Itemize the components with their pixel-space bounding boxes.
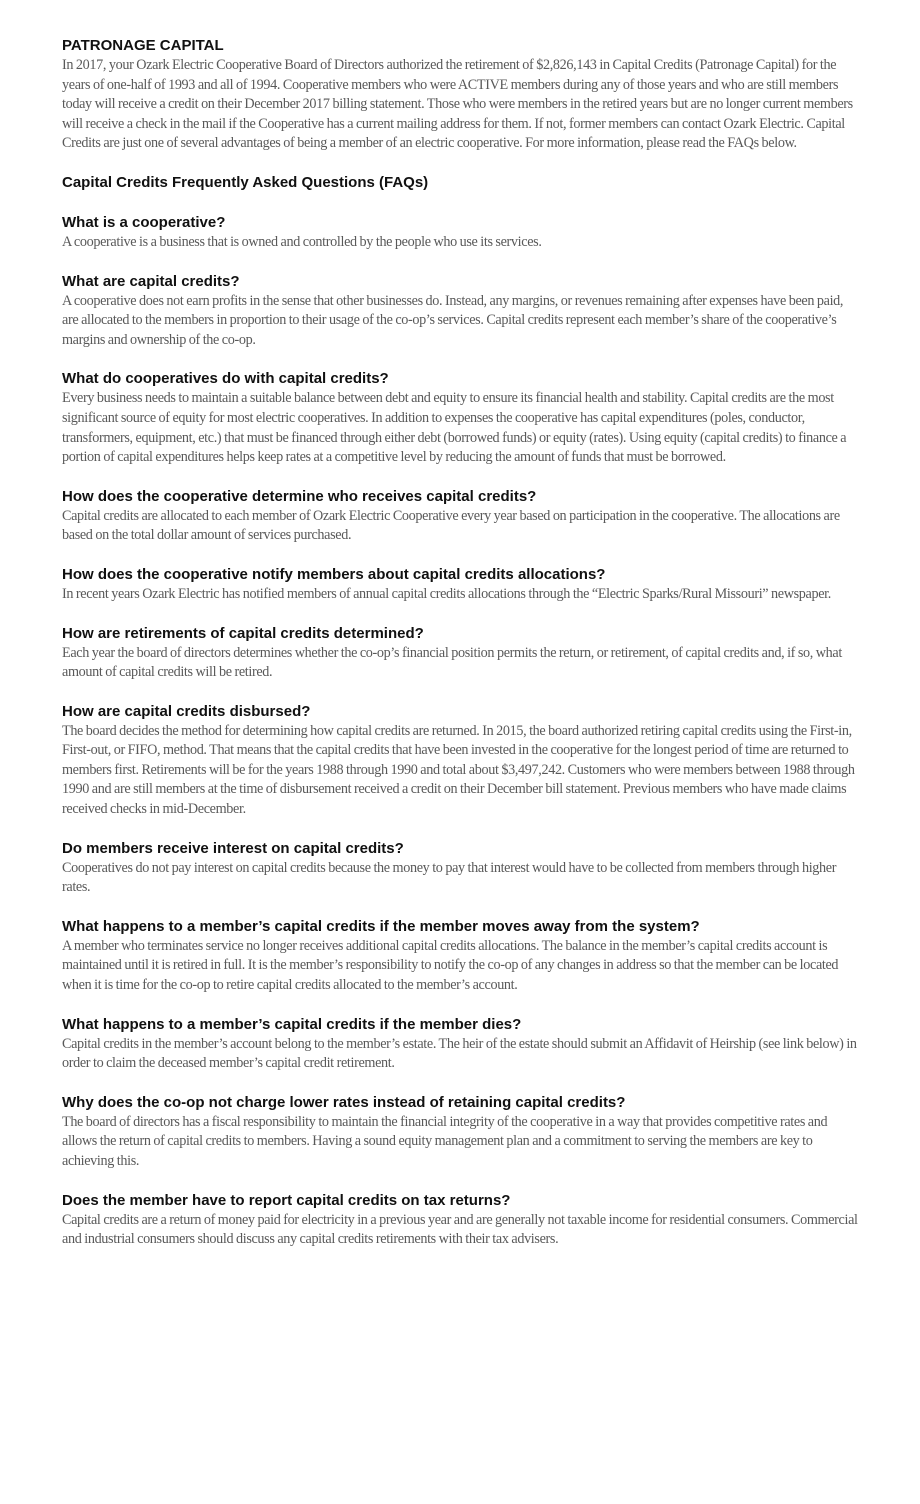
document-page bbox=[62, 36, 860, 1269]
intro-section bbox=[62, 36, 860, 154]
faq-title: Capital Credits Frequently Asked Questions (FAQs) bbox=[62, 173, 429, 191]
faq-question: Why does the co-op not charge lower rates instead of retaining capital credits? bbox=[62, 1093, 626, 1111]
faq-answer: Capital credits are allocated to each member of Ozark Electric Cooperative every year based on participation in the cooperative. The allocations are based on the total dollar amount of services purchased. bbox=[62, 507, 840, 544]
faq-question: How are capital credits disbursed? bbox=[62, 702, 311, 720]
faq-answer: A member who terminates service no longer receives additional capital credits allocations. The balance in the member’s capital credits account is maintained until it is retired in full. It is the member’s responsibility to notify the co-op of any changes in address so that the member can be located when it is time for the co-op to retire capital credits allocated to the member’s account. bbox=[62, 937, 839, 994]
intro-heading: PATRONAGE CAPITAL bbox=[62, 37, 224, 54]
faq-item bbox=[62, 917, 860, 996]
faq-item bbox=[62, 487, 860, 546]
faq-question: What is a cooperative? bbox=[62, 213, 226, 231]
faq-question: What do cooperatives do with capital credits? bbox=[62, 370, 389, 388]
faq-item bbox=[62, 565, 860, 605]
faq-answer: Each year the board of directors determines whether the co-op’s financial position permits the return, or retirement, of capital credits and, if so, what amount of capital credits will be retired. bbox=[62, 644, 842, 681]
faq-answer: The board of directors has a fiscal responsibility to maintain the financial integrity of the cooperative in a way that provides competitive rates and allows the return of capital credits to members. Having a sound equity management plan and a commitment to serving the members are key to achieving this. bbox=[62, 1113, 828, 1169]
faq-answer: Cooperatives do not pay interest on capital credits because the money to pay that interest would have to be collected from members through higher rates. bbox=[62, 859, 837, 896]
faq-item bbox=[62, 1191, 860, 1250]
faq-question: Do members receive interest on capital credits? bbox=[62, 839, 404, 857]
faq-question: How does the cooperative determine who receives capital credits? bbox=[62, 487, 537, 505]
intro-body: In 2017, your Ozark Electric Cooperative Board of Directors authorized the retirement of $2,826,143 in Capital Credits (Patronage Capital) for the years of one-half of 1993 and all of 1994. Cooperative members who were ACTIVE members during any of those years and who are still members today will receive a credit on their December 2017 billing statement. Those who were members in the retired years but are no longer current members will receive a check in the mail if the Cooperative has a current mailing address for them. If not, former members can contact Ozark Electric. Capital Credits are just one of several advantages of being a member of an electric cooperative. For more information, please read the FAQs below. bbox=[62, 57, 853, 152]
faq-answer: Capital credits are a return of money paid for electricity in a previous year and are generally not taxable income for residential consumers. Commercial and industrial consumers should discuss any capital credits retirements with their tax advisers. bbox=[62, 1211, 858, 1248]
faq-answer: Capital credits in the member’s account belong to the member’s estate. The heir of the estate should submit an Affidavit of Heirship (see link below) in order to claim the deceased member’s capital credit retirement. bbox=[62, 1035, 857, 1072]
faq-answer: A cooperative does not earn profits in the sense that other businesses do. Instead, any margins, or revenues remaining after expenses have been paid, are allocated to the members in proportion to their usage of the co-op’s services. Capital credits represent each member’s share of the cooperative’s margins and ownership of the co-op. bbox=[62, 292, 844, 348]
faq-item bbox=[62, 1015, 860, 1074]
faq-answer: A cooperative is a business that is owned and controlled by the people who use its services. bbox=[62, 233, 542, 250]
faq-answer: In recent years Ozark Electric has notified members of annual capital credits allocations through the “Electric Sparks/Rural Missouri” newspaper. bbox=[62, 585, 831, 602]
faq-item bbox=[62, 624, 860, 683]
faq-question: What happens to a member’s capital credits if the member moves away from the system? bbox=[62, 917, 700, 935]
faq-question: What are capital credits? bbox=[62, 272, 240, 290]
faq-answer: The board decides the method for determining how capital credits are returned. In 2015, the board authorized retiring capital credits using the First-in, First-out, or FIFO, method. That means that the capital credits that have been invested in the cooperative for the longest period of time are returned to members first. Retirements will be for the years 1988 through 1990 and total about $3,497,242. Customers who were members between 1988 through 1990 and are still members at the time of disbursement received a credit on their December bill statement. Previous members who have made claims received checks in mid-December. bbox=[62, 722, 855, 818]
faq-question: How are retirements of capital credits determined? bbox=[62, 624, 424, 642]
faq-item bbox=[62, 213, 860, 253]
faq-item bbox=[62, 272, 860, 351]
faq-item bbox=[62, 369, 860, 467]
faq-question: Does the member have to report capital credits on tax returns? bbox=[62, 1191, 511, 1209]
faq-item bbox=[62, 702, 860, 820]
faq-question: How does the cooperative notify members about capital credits allocations? bbox=[62, 565, 606, 583]
faq-title-block bbox=[62, 173, 860, 193]
faq-question: What happens to a member’s capital credits if the member dies? bbox=[62, 1015, 522, 1033]
faq-item bbox=[62, 839, 860, 898]
faq-item bbox=[62, 1093, 860, 1172]
faq-answer: Every business needs to maintain a suitable balance between debt and equity to ensure its financial health and stability. Capital credits are the most significant source of equity for most electric cooperatives. In addition to expenses the cooperative has capital expenditures (poles, conductor, transformers, equipment, etc.) that must be financed through either debt (borrowed funds) or equity (rates). Using equity (capital credits) to finance a portion of capital expenditures helps keep rates at a competitive level by reducing the amount of funds that must be borrowed. bbox=[62, 390, 847, 466]
